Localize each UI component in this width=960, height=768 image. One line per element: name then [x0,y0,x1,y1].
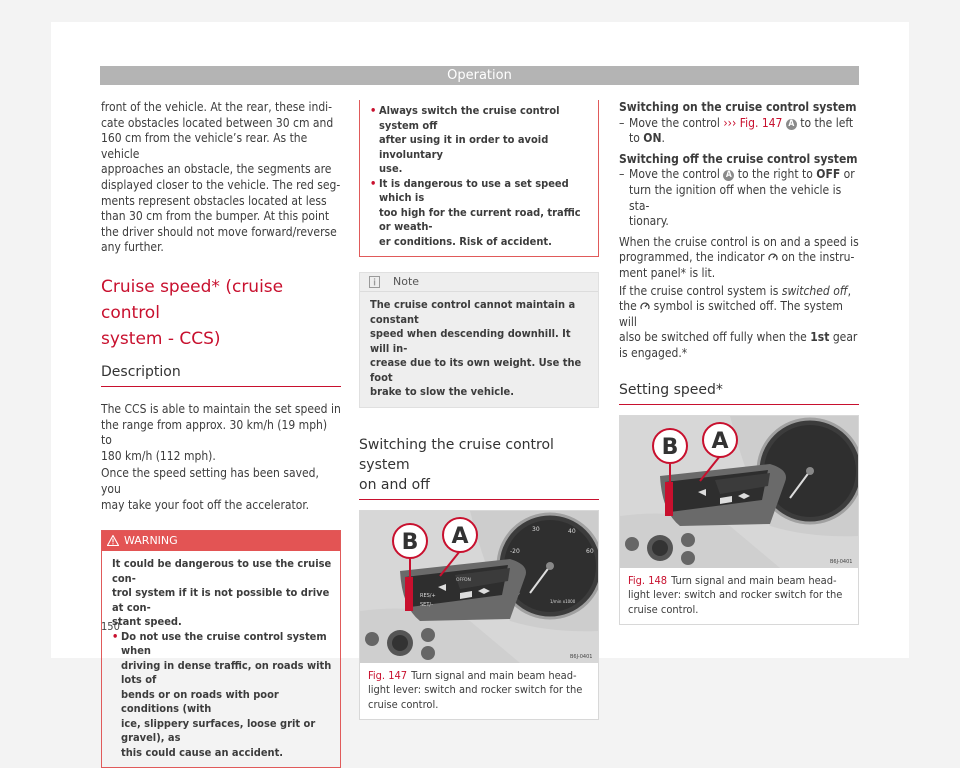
gauge-tick-label: 30 [532,525,540,533]
heading-switch-on: Switching on the cruise control system [619,100,857,114]
gauge-unit-label: 1/min x1000 [550,598,576,604]
warning-box-continued [359,100,599,257]
warning-box [101,530,341,768]
bullet-dot: • [370,176,377,190]
text-line: The CCS is able to maintain the set speed in [101,401,341,416]
text-line: brake to slow the vehicle. [370,385,514,398]
text-italic: switched off [781,283,848,298]
callout-b: B [661,434,679,460]
text-line: trol system if it is not possible to drive at con- [112,586,330,614]
text-span: Move the control [629,167,720,182]
text-line: crease due to its own weight. Use the foot [370,356,582,384]
header-title: Operation [447,68,512,83]
callout-b: B [401,529,419,555]
figure-148-illustration [620,416,858,568]
note-info-icon [369,276,380,288]
warning-bullet [370,104,592,177]
text-line: any further. [101,240,164,255]
text-span: , [847,283,852,298]
switch-label: SET/- [420,601,433,608]
switch-label: OFF [456,577,465,583]
caption-line: Turn signal and main beam head- [411,668,577,682]
description-paragraph-2 [101,466,341,513]
figure-ref-code: B6J-0401 [570,653,593,660]
note-box [359,272,599,408]
note-label: Note [393,275,420,288]
text-line: the driver should not move forward/reverse [101,224,337,239]
text-line: cate obstacles located between 30 cm and [101,115,334,130]
text-line: driving in dense traffic, on roads with lots of [121,658,332,687]
caption-line: cruise control. [368,697,439,711]
text-span: or [843,167,855,182]
text-line: too high for the current road, traffic or weath- [379,205,581,233]
dash: – [619,115,625,130]
text-line: this could cause an accident. [121,745,284,759]
text-line: Once the speed setting has been saved, you [101,466,319,496]
text-span: to the right to [737,167,813,182]
cruise-control-indicator-icon [640,301,650,311]
text-line: Do not use the cruise control system when [121,629,327,658]
warning-bullet [370,177,592,250]
figure-caption [620,568,858,625]
text-line: than 30 cm from the bumper. At this point [101,209,330,224]
column-right [619,100,859,625]
text-line: tionary. [629,214,669,229]
text-span: programmed, the indicator [619,250,765,265]
text-line: speed when descending downhill. It will in- [370,327,571,355]
gauge-tick-label: 40 [568,527,576,535]
note-header [360,273,598,292]
text-line: stant speed. [112,615,182,629]
text-line: Always switch the cruise control system off [379,104,560,132]
text-line: may take your foot off the accelerator. [101,497,310,512]
intro-paragraph [101,100,341,256]
reference-arrow: ››› [723,115,737,130]
warning-bullet [112,630,334,761]
page-number: 150 [101,620,120,633]
gauge-tick-label: 60 [586,547,594,555]
callout-a: A [711,428,729,454]
figure-147-illustration [360,511,598,663]
section-title-switching [359,435,599,495]
text-span: to [629,131,640,146]
text-line: displayed closer to the vehicle. The red seg- [101,177,341,192]
text-line: 160 cm from the vehicle’s rear. As the vehicle [101,131,308,161]
bullet-dot: • [370,104,377,117]
text-line: ment panel* is lit. [619,265,716,280]
text-line: turn the ignition off when the vehicle is sta- [629,182,842,213]
figure-label: Fig. 147 [368,668,408,682]
caption-line: light lever: switch and rocker switch for the [368,683,583,696]
section-title-line: Switching the cruise control system [359,436,554,473]
text-span: symbol is switched off. The system will [619,299,843,329]
text-line: It could be dangerous to use the cruise con- [112,557,332,585]
cruise-control-indicator-icon [768,252,778,262]
switch-label: RES/+ [420,592,436,599]
column-left [101,100,341,768]
section-title-line: system - CCS) [101,328,221,349]
warning-body [360,100,598,256]
section-title-line: on and off [359,476,430,493]
column-middle [359,100,599,720]
figure-148 [619,415,859,626]
text-bold: ON [643,131,662,146]
text-line: It is dangerous to use a set speed which is [379,176,569,204]
caption-line: Turn signal and main beam head- [671,573,837,587]
step-switch-off [619,167,859,229]
text-span: If the cruise control system is [619,283,779,298]
figure-147 [359,510,599,721]
section-title-line: Cruise speed* (cruise control [101,276,284,323]
text-line: ice, slippery surfaces, loose grit or gravel), as [121,716,316,745]
caption-line: cruise control. [628,602,699,616]
warning-header [102,531,340,551]
callout-a: A [451,523,469,549]
figure-reference-link[interactable]: Fig. 147 [739,115,783,130]
text-line: er conditions. Risk of accident. [379,234,552,248]
step-switch-on [619,116,859,147]
text-span: Move the control [629,115,720,130]
warning-label: WARNING [124,534,178,548]
figure-ref-code: B6J-0401 [830,558,853,565]
text-span: gear [832,330,858,345]
heading-switch-off: Switching off the cruise control system [619,151,858,166]
text-span: to the left [800,115,854,130]
text-line: approaches an obstacle, the segments are [101,162,332,177]
page-header [100,66,859,85]
section-title [101,274,341,352]
text-line: front of the vehicle. At the rear, these indi- [101,100,333,114]
text-line: is engaged.* [619,345,688,360]
figure-caption [360,663,598,720]
gauge-tick-label: -20 [510,547,520,555]
text-line: ments represent obstacles located at less [101,193,327,208]
text-line: bends or on roads with poor conditions (with [121,687,279,716]
note-body [360,292,598,407]
text-span: the [619,299,637,314]
text-span: . [661,131,665,146]
warning-body [102,551,340,767]
subheading-description: Description [101,363,181,380]
text-span: also be switched off fully when the [619,330,807,345]
text-bold: OFF [816,167,841,182]
warning-triangle-icon [107,535,119,546]
text-line: The cruise control cannot maintain a constant [370,298,576,326]
text-bold: 1st [810,330,830,345]
callout-a-badge: A [723,170,734,181]
text-line: 180 km/h (112 mph). [101,448,216,463]
paragraph-switched-off [619,284,859,362]
dash: – [619,167,625,182]
section-title-setting-speed: Setting speed* [619,381,723,398]
text-line: the range from approx. 30 km/h (19 mph) to [101,417,328,448]
callout-a-badge: A [786,119,797,130]
bullet-dot: • [112,629,119,643]
figure-label: Fig. 148 [628,573,668,587]
text-line: When the cruise control is on and a speed is [619,234,859,249]
text-line: after using it in order to avoid involuntary [379,133,549,161]
text-span: on the instru- [781,250,855,265]
switch-label: ON [464,577,471,583]
text-line: use. [379,162,403,175]
description-paragraph-1 [101,402,341,464]
paragraph-indicator [619,235,859,282]
caption-line: light lever: switch and rocker switch for the [628,588,843,601]
